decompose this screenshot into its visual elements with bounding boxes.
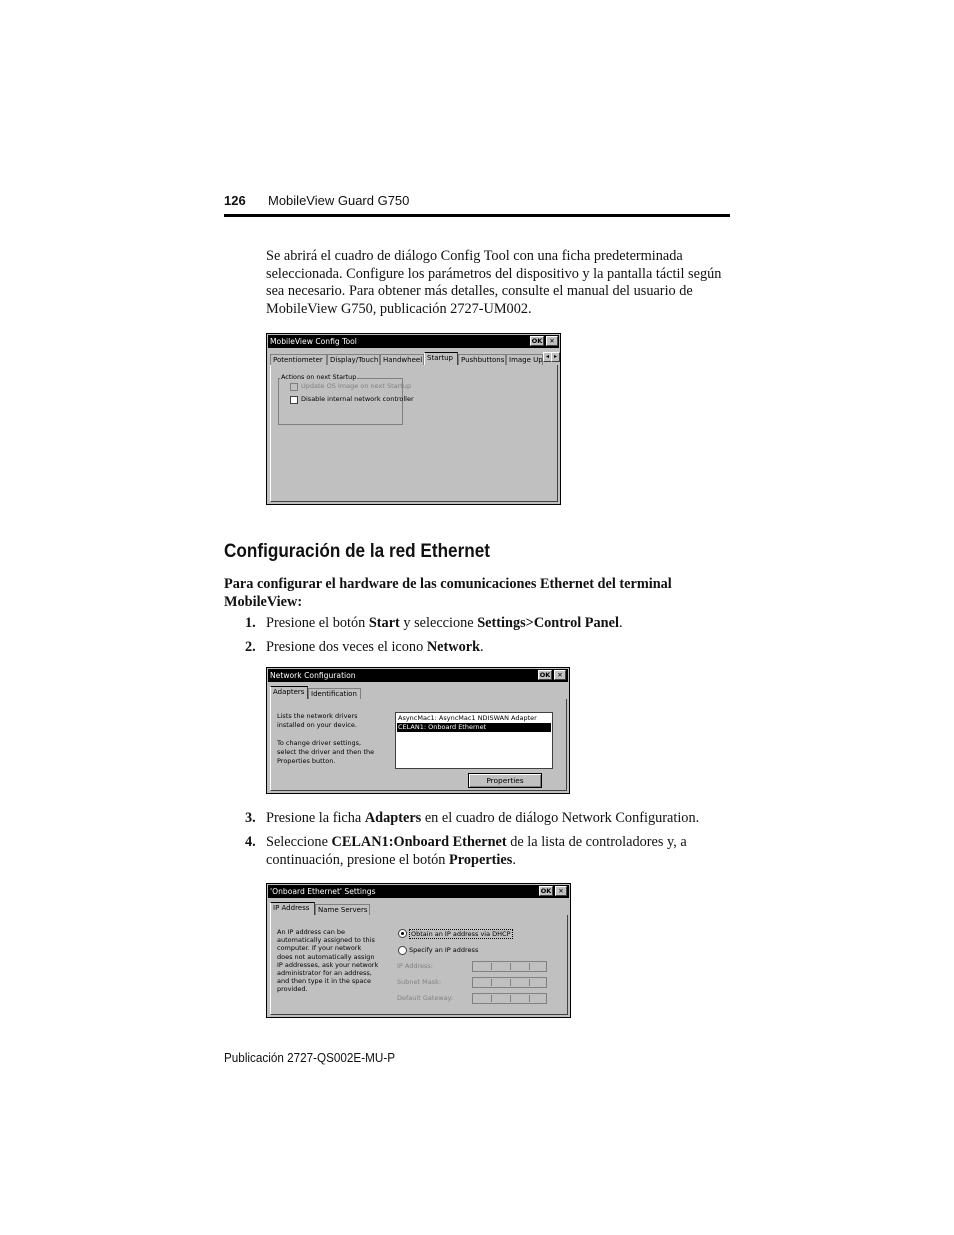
specify-ip-radio[interactable] — [398, 946, 407, 955]
default-gateway-field[interactable] — [472, 993, 547, 1004]
specify-ip-radio-label: Specify an IP address — [409, 946, 479, 954]
disable-network-checkbox[interactable] — [290, 396, 298, 404]
running-title: MobileView Guard G750 — [268, 193, 410, 208]
tab-adapters[interactable]: Adapters — [270, 686, 308, 699]
close-icon[interactable]: ✕ — [554, 670, 566, 680]
ethernet-settings-title: 'Onboard Ethernet' Settings — [270, 887, 376, 896]
config-tool-tabstrip — [270, 352, 560, 365]
ok-button[interactable]: OK — [531, 337, 543, 345]
tab-scroll-right-icon[interactable]: ▸ — [551, 352, 560, 362]
network-desc-line-3: To change driver settings, — [277, 739, 362, 747]
update-os-label: Update OS Image on next Startup — [301, 382, 412, 390]
ethernet-desc-line: provided. — [277, 985, 308, 994]
ethernet-desc-line: and then type it in the space — [277, 977, 371, 986]
tab-handwheel[interactable]: Handwheel — [380, 354, 424, 365]
tab-startup[interactable]: Startup — [424, 352, 458, 365]
close-icon[interactable]: ✕ — [546, 336, 558, 346]
step-4-text: Seleccione CELAN1:Onboard Ethernet de la lista de controladores y, a continuación, presione el botón Properties. — [266, 834, 687, 868]
config-tool-title: MobileView Config Tool — [270, 337, 357, 346]
intro-paragraph: Se abrirá el cuadro de diálogo Config Tool con una ficha predeterminada seleccionada. Configure los parámetros del dispositivo y la pantalla táctil según sea necesario. Para obtener más detalles, consulte el manual del usuario de MobileView G750, publicación 2727-UM002. — [266, 248, 722, 317]
step-1-number: 1. — [245, 615, 256, 631]
network-desc-line-5: Properties button. — [277, 757, 336, 765]
driver-list-item-celan1[interactable]: CELAN1: Onboard Ethernet — [397, 723, 551, 732]
tab-potentiometer[interactable]: Potentiometer — [270, 354, 327, 365]
step-1-text: Presione el botón Start y seleccione Settings>Control Panel. — [266, 615, 623, 631]
step-2-text: Presione dos veces el icono Network. — [266, 639, 484, 655]
ethernet-desc-line: computer. If your network — [277, 944, 362, 953]
header-rule — [224, 214, 730, 217]
tab-name-servers[interactable]: Name Servers — [315, 904, 370, 915]
ethernet-settings-dialog — [266, 883, 571, 1018]
network-config-title: Network Configuration — [270, 671, 356, 680]
step-3-number: 3. — [245, 810, 256, 826]
ip-address-label: IP Address: — [397, 962, 433, 970]
network-desc-line-2: installed on your device. — [277, 721, 357, 729]
tab-image-up[interactable]: Image Up — [506, 354, 543, 365]
default-gateway-label: Default Gateway: — [397, 994, 454, 1002]
ethernet-desc-line: administrator for an address, — [277, 969, 372, 978]
ethernet-desc-line: IP addresses, ask your network — [277, 960, 379, 969]
ethernet-description — [277, 928, 397, 994]
step-3-text: Presione la ficha Adapters en el cuadro de diálogo Network Configuration. — [266, 810, 700, 826]
driver-listbox[interactable] — [395, 712, 553, 769]
ethernet-desc-line: does not automatically assign — [277, 952, 375, 961]
tab-ip-address[interactable]: IP Address — [270, 902, 315, 915]
disable-network-label: Disable internal network controller — [301, 395, 414, 403]
tab-scroll-left-icon[interactable]: ◂ — [543, 352, 552, 362]
network-desc-line-1: Lists the network drivers — [277, 712, 358, 720]
publication-footer: Publicación 2727-QS002E-MU-P — [224, 1050, 396, 1065]
ok-button[interactable]: OK — [540, 887, 552, 895]
ethernet-desc-line: automatically assigned to this — [277, 936, 375, 945]
section-heading: Configuración de la red Ethernet — [224, 540, 491, 562]
network-desc-line-4: select the driver and then the — [277, 748, 375, 756]
subnet-mask-label: Subnet Mask: — [397, 978, 442, 986]
network-config-titlebar — [268, 669, 568, 682]
procedure-title: Para configurar el hardware de las comunicaciones Ethernet del terminal MobileView: — [224, 576, 672, 610]
dhcp-radio[interactable] — [398, 929, 407, 938]
ethernet-desc-line: An IP address can be — [277, 928, 346, 936]
ethernet-settings-titlebar — [268, 885, 569, 898]
ok-button[interactable]: OK — [539, 671, 551, 679]
tab-identification[interactable]: Identification — [308, 688, 361, 699]
ethernet-tabstrip — [270, 902, 565, 915]
properties-button[interactable]: Properties — [468, 773, 542, 788]
network-tabstrip — [270, 686, 565, 699]
config-tool-dialog — [266, 333, 561, 505]
driver-list-item-asyncmac1[interactable]: AsyncMac1: AsyncMac1 NDISWAN Adapter — [398, 714, 537, 722]
subnet-mask-field[interactable] — [472, 977, 547, 988]
tab-display-touch[interactable]: Display/Touch — [327, 354, 380, 365]
config-tool-titlebar — [268, 335, 559, 348]
network-config-dialog — [266, 667, 570, 794]
update-os-checkbox[interactable] — [290, 383, 298, 391]
startup-group-label: Actions on next Startup — [281, 373, 357, 381]
close-icon[interactable]: ✕ — [555, 886, 567, 896]
ip-address-field[interactable] — [472, 961, 547, 972]
step-4-number: 4. — [245, 834, 256, 850]
page-number: 126 — [224, 193, 246, 208]
tab-pushbuttons[interactable]: Pushbuttons — [458, 354, 506, 365]
step-2-number: 2. — [245, 639, 256, 655]
dhcp-radio-label: Obtain an IP address via DHCP — [411, 930, 511, 938]
